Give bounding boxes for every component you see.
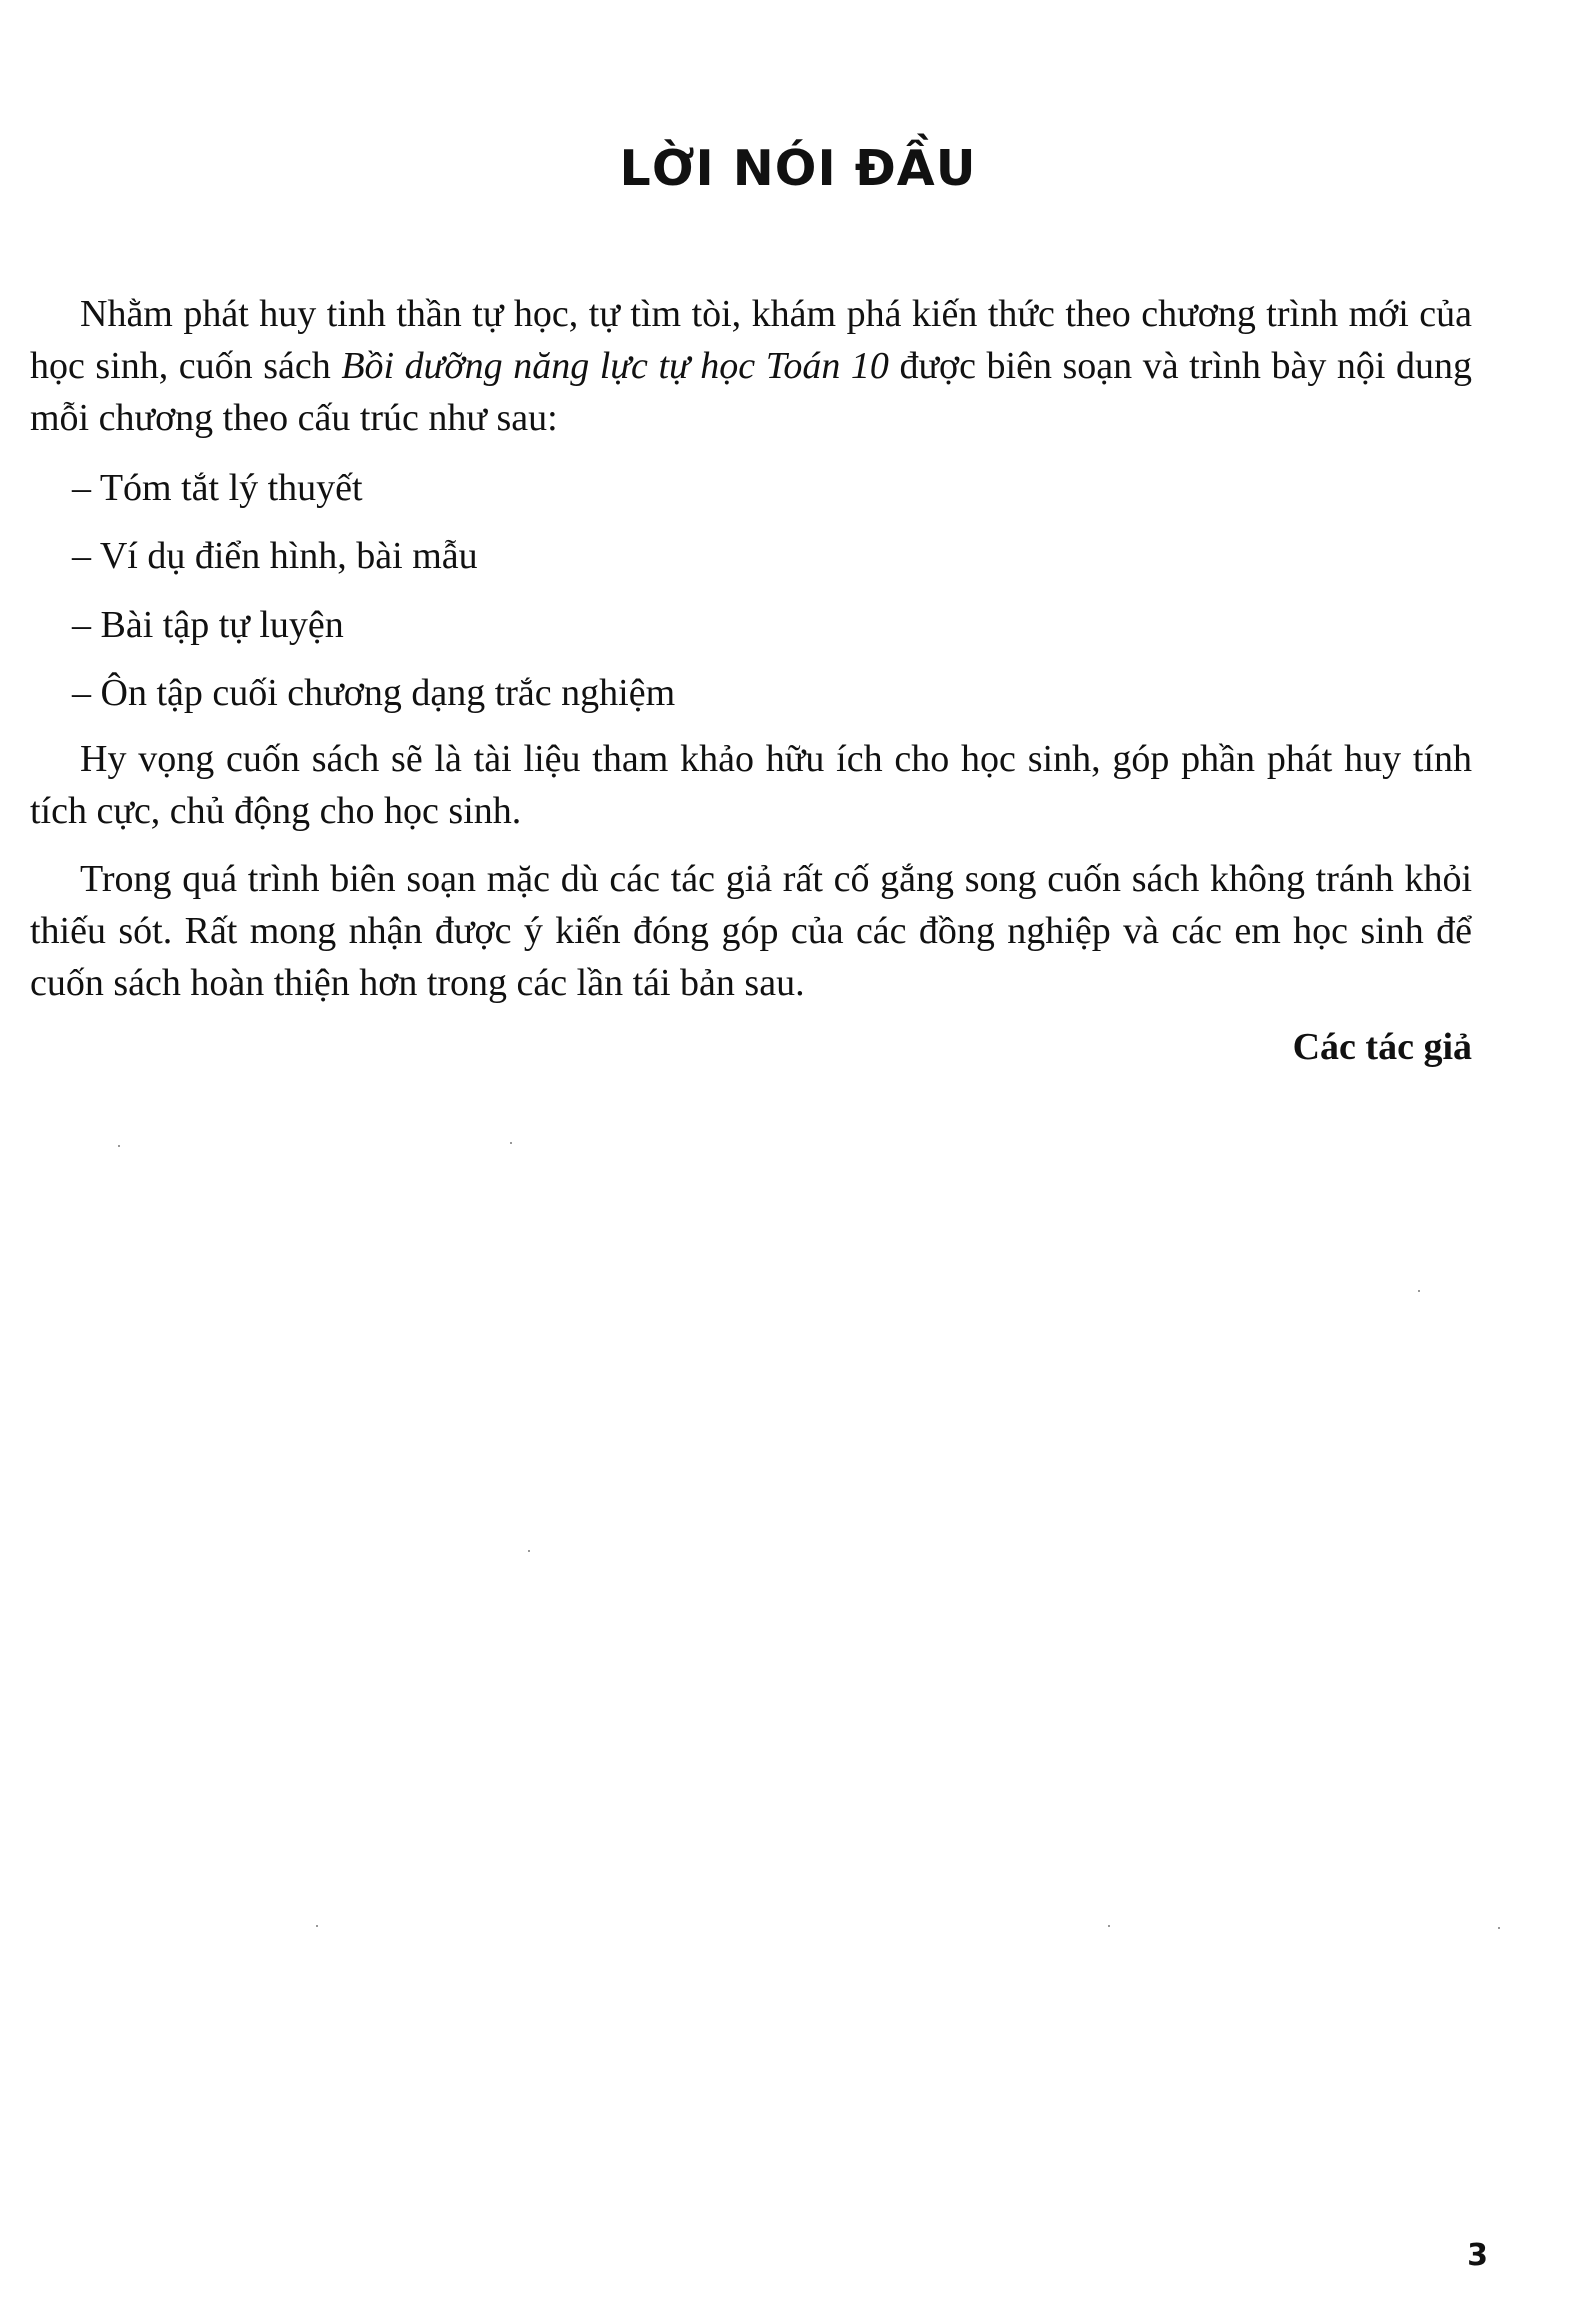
structure-item-review: – Ôn tập cuối chương dạng trắc nghiệm — [72, 672, 676, 714]
hope-paragraph: Hy vọng cuốn sách sẽ là tài liệu tham khảo hữu ích cho học sinh, góp phần phát huy tính tích cực, chủ động cho học sinh. — [30, 738, 1472, 832]
structure-item-examples: – Ví dụ điển hình, bài mẫu — [72, 535, 478, 577]
scan-speck — [118, 1145, 120, 1147]
scan-speck — [510, 1142, 512, 1144]
scan-speck — [1498, 1927, 1500, 1929]
scan-speck — [1108, 1925, 1110, 1927]
page-title: LỜI NÓI ĐẦU — [619, 140, 977, 197]
scan-speck — [528, 1550, 530, 1552]
intro-text-before: Nhằm phát huy tinh thần tự học, tự tìm tòi, khám phá kiến thức theo chương trình mới của học sinh, cuốn sách — [30, 293, 1472, 387]
structure-item-theory: – Tóm tắt lý thuyết — [72, 467, 363, 509]
intro-text-after: được biên soạn và trình bày nội dung mỗi chương theo cấu trúc như sau: — [30, 345, 1472, 439]
thanks-paragraph: Trong quá trình biên soạn mặc dù các tác giả rất cố gắng song cuốn sách không tránh khỏi thiếu sót. Rất mong nhận được ý kiến đóng góp của các đồng nghiệp và các em học sinh để cuốn sách hoàn thiện hơn trong các lần tái bản sau. — [30, 858, 1472, 1004]
authors-signature: Các tác giả — [1292, 1026, 1472, 1068]
page-number: 3 — [1467, 2238, 1488, 2273]
book-title: Bồi dưỡng năng lực tự học Toán 10 — [341, 345, 889, 387]
scan-speck — [1418, 1290, 1420, 1292]
scan-speck — [316, 1925, 318, 1927]
intro-paragraph — [30, 288, 1472, 444]
structure-item-exercises: – Bài tập tự luyện — [72, 604, 344, 646]
